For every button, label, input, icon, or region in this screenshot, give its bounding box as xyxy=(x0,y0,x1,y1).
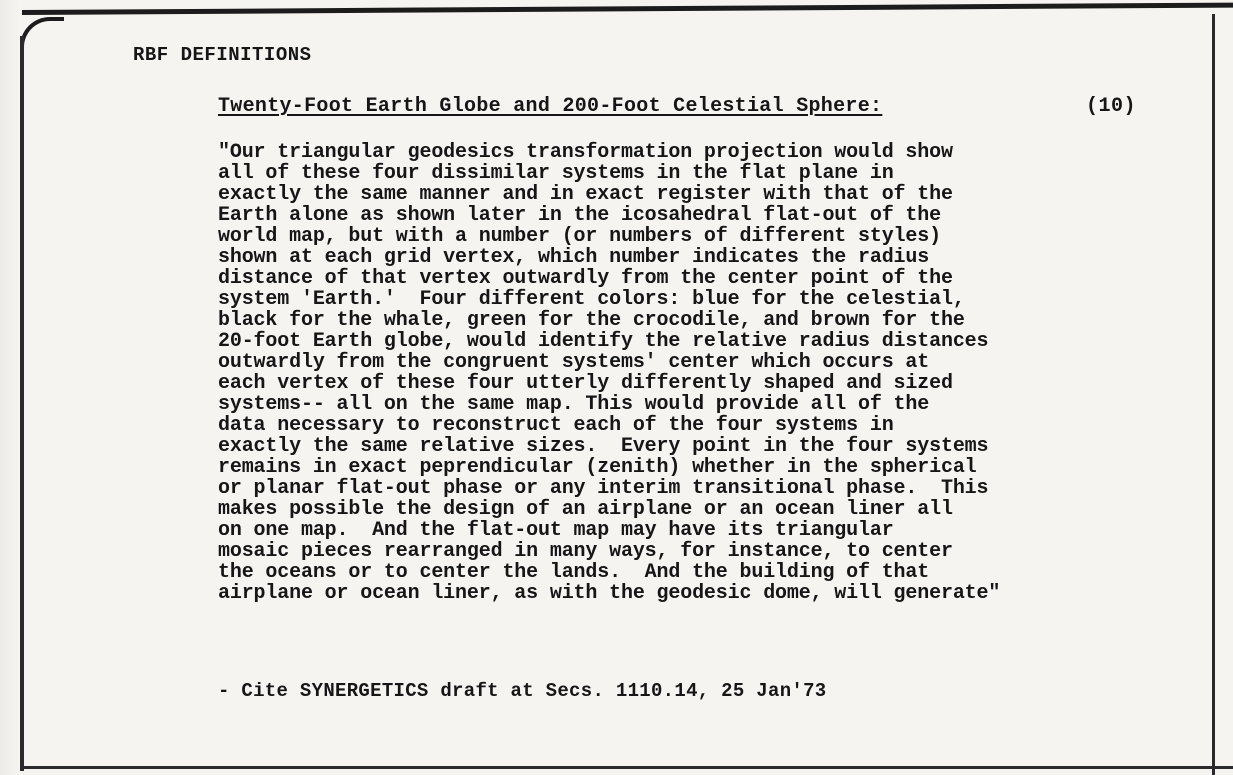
body-line: all of these four dissimilar systems in the flat plane in xyxy=(218,162,894,185)
section-number: (10) xyxy=(1086,95,1137,118)
body-line: world map, but with a number (or numbers of different styles) xyxy=(218,225,941,248)
body-line: exactly the same relative sizes. Every point in the four systems xyxy=(218,435,989,458)
body-line: remains in exact peprendicular (zenith) whether in the spherical xyxy=(218,456,977,479)
body-line: system 'Earth.' Four different colors: blue for the celestial, xyxy=(218,288,965,311)
page-edge-shadow xyxy=(0,0,20,775)
body-line: the oceans or to center the lands. And the building of that xyxy=(218,561,930,584)
body-line: exactly the same manner and in exact register with that of the xyxy=(218,183,953,206)
body-line: airplane or ocean liner, as with the geodesic dome, will generate" xyxy=(218,582,1001,605)
body-line: Earth alone as shown later in the icosahedral flat-out of the xyxy=(218,204,941,227)
section-title: Twenty-Foot Earth Globe and 200-Foot Celestial Sphere: xyxy=(218,95,883,118)
right-border-line xyxy=(1212,14,1215,775)
body-line: systems-- all on the same map. This would provide all of the xyxy=(218,393,930,416)
document-header: RBF DEFINITIONS xyxy=(133,44,312,66)
body-line: black for the whale, green for the crocodile, and brown for the xyxy=(218,309,965,332)
body-line: "Our triangular geodesics transformation projection would show xyxy=(218,141,953,164)
body-text xyxy=(218,142,1178,604)
body-line: on one map. And the flat-out map may have its triangular xyxy=(218,519,894,542)
body-line: mosaic pieces rearranged in many ways, for instance, to center xyxy=(218,540,953,563)
body-line: or planar flat-out phase or any interim transitional phase. This xyxy=(218,477,989,500)
body-line: makes possible the design of an airplane or an ocean liner all xyxy=(218,498,953,521)
body-line: distance of that vertex outwardly from the center point of the xyxy=(218,267,953,290)
left-border-line xyxy=(20,36,24,771)
body-line: outwardly from the congruent systems' center which occurs at xyxy=(218,351,930,374)
citation: - Cite SYNERGETICS draft at Secs. 1110.14, 25 Jan'73 xyxy=(218,680,827,702)
body-line: shown at each grid vertex, which number indicates the radius xyxy=(218,246,930,269)
top-border-line xyxy=(22,3,1233,15)
body-line: data necessary to reconstruct each of the four systems in xyxy=(218,414,894,437)
bottom-border-line xyxy=(22,766,1233,769)
body-line: each vertex of these four utterly differently shaped and sized xyxy=(218,372,953,395)
body-line: 20-foot Earth globe, would identify the relative radius distances xyxy=(218,330,989,353)
top-left-corner-line xyxy=(20,17,64,51)
